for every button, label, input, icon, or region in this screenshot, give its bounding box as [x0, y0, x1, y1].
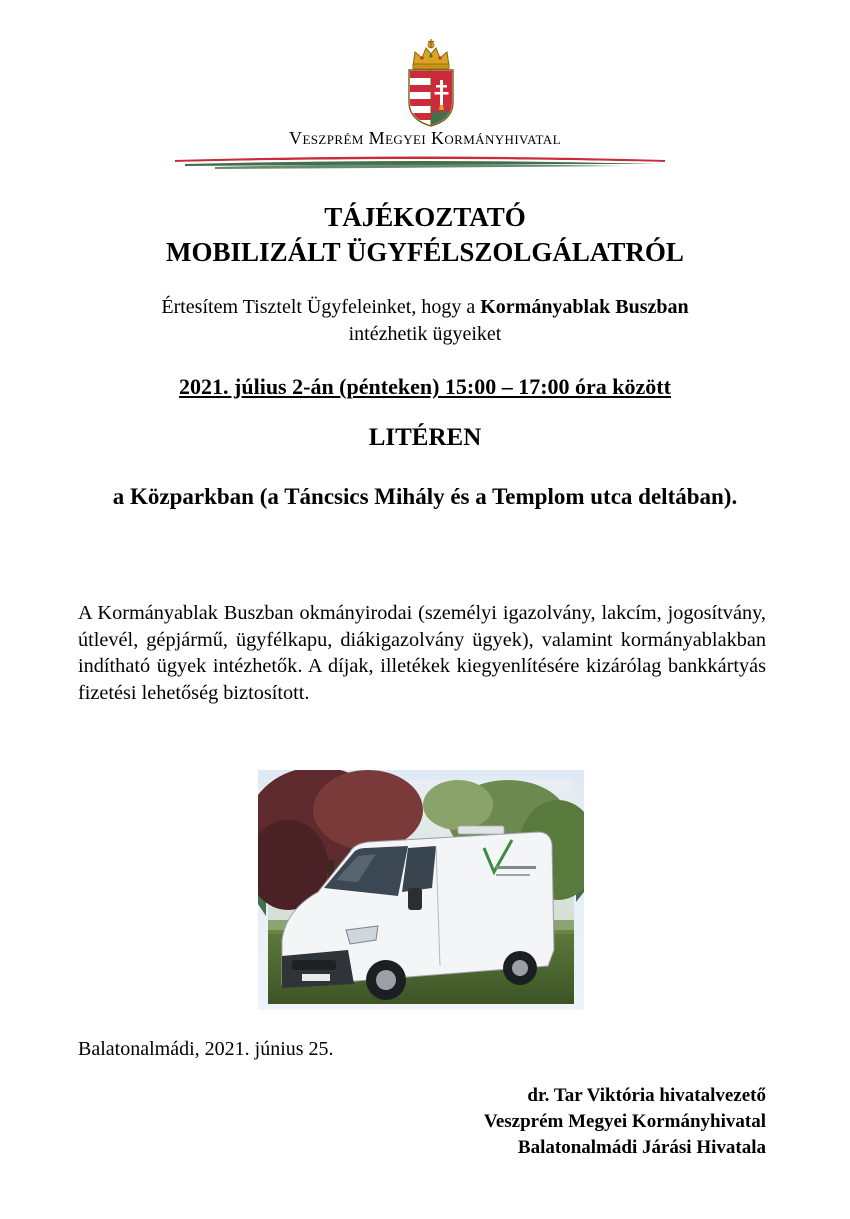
- place-and-date: Balatonalmádi, 2021. június 25.: [78, 1038, 334, 1060]
- intro-paragraph: [60, 294, 790, 348]
- kormanyablak-bus-photo: [258, 770, 584, 1010]
- intro-text-end: intézhetik ügyeiket: [348, 323, 502, 345]
- signatory-name: dr. Tar Viktória hivatalvezető: [527, 1085, 766, 1106]
- service-description: A Kormányablak Buszban okmányirodai (személyi igazolvány, lakcím, jogosítvány, útlevél, gépjármű, ügyfélkapu, diákigazolvány ügyek), valamint kormányablakban indítható ügyek intézhetők. A díjak, illetékek kiegyenlítésére kizárólag bankkártyás fizetési lehetőség biztosított.: [78, 602, 766, 704]
- event-place: LITÉREN: [368, 424, 482, 451]
- event-location: a Közparkban (a Táncsics Mihály és a Templom utca deltában).: [112, 484, 738, 509]
- event-datetime: 2021. július 2-án (pénteken) 15:00 – 17:00 óra között: [179, 374, 671, 399]
- document-title: TÁJÉKOZTATÓ: [324, 202, 526, 232]
- signature-block: [484, 1083, 766, 1161]
- signatory-department: Balatonalmádi Járási Hivatala: [517, 1137, 766, 1158]
- document-subtitle: MOBILIZÁLT ÜGYFÉLSZOLGÁLATRÓL: [166, 237, 684, 267]
- intro-highlight: Kormányablak Buszban: [480, 296, 689, 318]
- intro-text-start: Értesítem Tisztelt Ügyfeleinket, hogy a: [161, 296, 481, 318]
- tricolor-swoosh-divider: [175, 152, 665, 172]
- hungarian-coat-of-arms-icon: [405, 36, 457, 128]
- office-name: Veszprém Megyei Kormányhivatal: [289, 128, 561, 148]
- signatory-office: Veszprém Megyei Kormányhivatal: [483, 1111, 766, 1132]
